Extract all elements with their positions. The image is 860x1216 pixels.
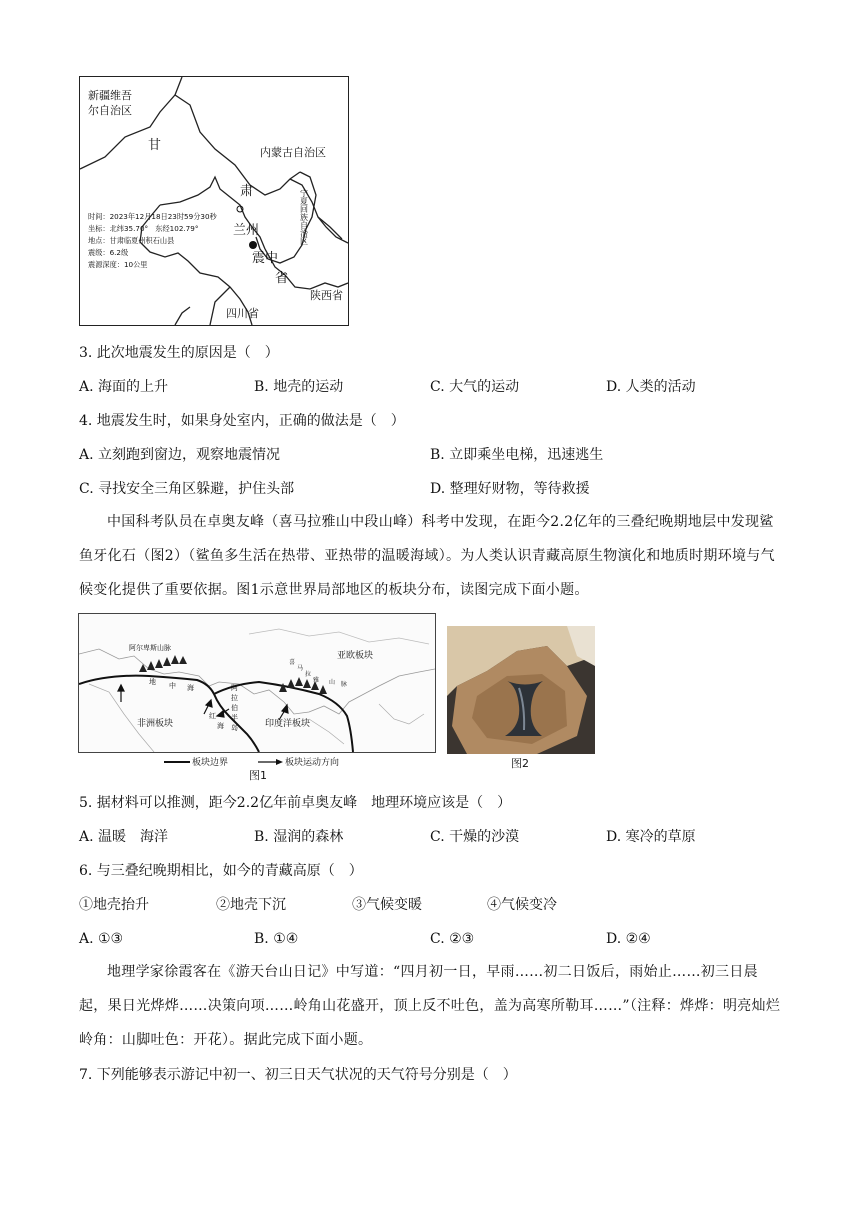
q3-option-a[interactable]: A. 海面的上升 (79, 379, 169, 395)
q6-option-b[interactable]: B. ①④ (254, 931, 299, 947)
q3-option-b[interactable]: B. 地壳的运动 (254, 379, 344, 395)
label-redsea-2: 海 (217, 722, 224, 730)
epicenter-marker (249, 241, 257, 249)
label-indian-plate: 印度洋板块 (265, 719, 311, 729)
q6-statement-4: ④气候变冷 (487, 897, 557, 913)
plate-map-svg (79, 614, 435, 752)
alps-mountain-symbols (139, 655, 187, 672)
question-5-stem: 5. 据材料可以推测，距今2.2亿年前卓奥友峰 地理环境应该是（ ） (79, 795, 512, 811)
label-eurasian-plate: 亚欧板块 (337, 651, 374, 661)
label-himalaya-6: 脉 (341, 681, 348, 688)
label-lanzhou: 兰州 (233, 223, 260, 238)
label-med-1: 地 (149, 678, 156, 686)
label-arabia-1: 阿 (231, 684, 238, 692)
label-xinjiang-1: 新疆维吾 (88, 89, 132, 102)
question-4-stem: 4. 地震发生时，如果身处室内，正确的做法是（ ） (79, 413, 405, 429)
quake-info-coords: 坐标：北纬35.70° 东经102.79° (88, 224, 199, 233)
label-african-plate: 非洲板块 (137, 719, 174, 729)
q6-option-d[interactable]: D. ②④ (606, 931, 651, 947)
q6-option-a[interactable]: A. ①③ (79, 931, 124, 947)
label-ningxia: 宁夏回族自治区 (299, 189, 309, 245)
plate-motion-arrows (118, 685, 288, 720)
label-arabia-5: 岛 (231, 724, 238, 732)
quake-info-time: 时间：2023年12月18日23时59分30秒 (88, 212, 217, 221)
q4-option-b[interactable]: B. 立即乘坐电梯，迅速逃生 (430, 447, 604, 463)
q4-option-c[interactable]: C. 寻找安全三角区躲避，护住头部 (79, 481, 295, 497)
earthquake-map-svg (80, 77, 348, 325)
q6-statement-2: ②地壳下沉 (216, 897, 286, 913)
label-himalaya-2: 马 (297, 665, 304, 672)
label-sichuan: 四川省 (226, 307, 259, 320)
label-gan: 甘 (148, 138, 162, 153)
q5-option-a[interactable]: A. 温暖 海洋 (79, 829, 169, 845)
q4-option-d[interactable]: D. 整理好财物，等待救援 (430, 481, 590, 497)
q5-option-d[interactable]: D. 寒冷的草原 (606, 829, 696, 845)
q3-option-c[interactable]: C. 大气的运动 (430, 379, 520, 395)
plate-map-legend (162, 753, 402, 769)
label-himalaya-3: 拉 (305, 671, 312, 678)
quake-info-location: 地点：甘肃临夏州积石山县 (88, 236, 175, 245)
label-arabia-4: 半 (231, 714, 238, 722)
label-arabia-3: 伯 (231, 704, 238, 712)
quake-info-depth: 震源深度：10公里 (88, 260, 148, 269)
passage-xu-xiake: 地理学家徐霞客在《游天台山日记》中写道：“四月初一日，早雨……初二日饭后，雨始止……初三日晨起，果日光烨烨……决策向项……岭角山花盛开，顶上反不吐色，盖为高寒所勒耳……”（注释：烨烨：明亮灿烂岭角：山脚吐色：开花）。据此完成下面小题。 (79, 964, 781, 1048)
legend-arrowhead (276, 759, 283, 765)
question-3-stem: 3. 此次地震发生的原因是（ ） (79, 345, 279, 361)
label-sheng: 省 (275, 271, 289, 286)
q5-option-b[interactable]: B. 湿润的森林 (254, 829, 344, 845)
q4-option-a[interactable]: A. 立刻跑到窗边，观察地震情况 (79, 447, 281, 463)
passage-shark-fossil: 中国科考队员在卓奥友峰（喜马拉雅山中段山峰）科考中发现，在距今2.2亿年的三叠纪晚期地层中发现鲨鱼牙化石（图2）（鲨鱼多生活在热带、亚热带的温暖海域）。为人类认识青藏高原生物演化和地质时期环境与气候变化提供了重要依据。图1示意世界局部地区的板块分布，读图完成下面小题。 (79, 514, 775, 598)
q5-option-c[interactable]: C. 干燥的沙漠 (430, 829, 520, 845)
question-6-stem: 6. 与三叠纪晚期相比，如今的青藏高原（ ） (79, 863, 363, 879)
legend-boundary-label: 板块边界 (192, 758, 229, 768)
question-7-stem: 7. 下列能够表示游记中初一、初三日天气状况的天气符号分别是（ ） (79, 1067, 517, 1083)
shark-tooth-photo (447, 626, 595, 754)
plate-map (78, 613, 436, 753)
label-redsea-1: 红 (209, 712, 216, 720)
label-neimenggu: 内蒙古自治区 (260, 146, 326, 159)
label-med-2: 中 (169, 682, 176, 690)
label-xinjiang-2: 尔自治区 (88, 104, 132, 117)
label-zhenzhong: 震中 (252, 251, 279, 266)
label-himalaya-5: 山 (329, 679, 336, 686)
label-himalaya-4: 雅 (313, 677, 320, 684)
q3-option-d[interactable]: D. 人类的活动 (606, 379, 696, 395)
label-shaanxi: 陕西省 (310, 289, 343, 302)
quake-info-magnitude: 震级：6.2级 (88, 248, 129, 257)
label-arabia-2: 拉 (231, 694, 238, 702)
legend-motion-label: 板块运动方向 (285, 758, 340, 768)
figure-2-caption: 图2 (511, 757, 529, 770)
label-himalaya-1: 喜 (289, 659, 296, 666)
q6-option-c[interactable]: C. ②③ (430, 931, 475, 947)
label-su: 肃 (240, 184, 254, 199)
figure-1-caption: 图1 (249, 769, 267, 782)
earthquake-map (79, 76, 349, 326)
q6-statement-1: ①地壳抬升 (79, 897, 149, 913)
q6-statement-3: ③气候变暖 (352, 897, 422, 913)
label-med-3: 海 (187, 684, 194, 692)
label-alps: 阿尔卑斯山脉 (129, 644, 171, 652)
